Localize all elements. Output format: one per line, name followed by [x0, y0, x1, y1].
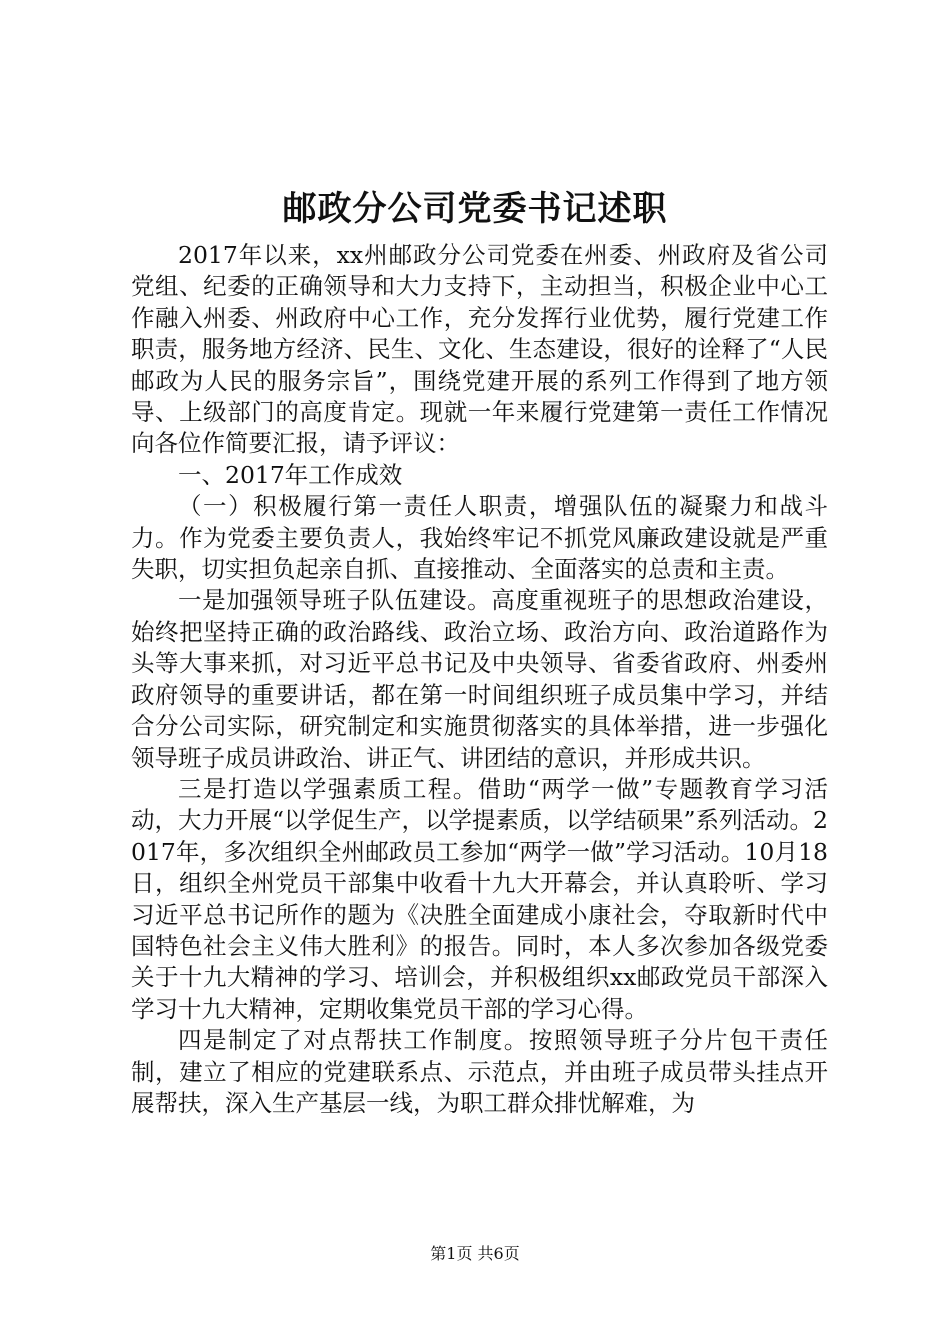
paragraph-item-4: 四是制定了对点帮扶工作制度。按照领导班子分片包干责任制，建立了相应的党建联系点、示范点，并由班子成员带头挂点开展帮扶，深入生产基层一线，为职工群众排忧解难，为 — [131, 1026, 828, 1117]
document-body — [131, 240, 828, 1119]
page-number-footer: 第1页 共6页 — [430, 1244, 520, 1263]
paragraph-item-3: 三是打造以学强素质工程。借助“两学一做”专题教育学习活动，大力开展“以学促生产，以学提素质，以学结硕果”系列活动。2017年，多次组织全州邮政员工参加“两学一做”学习活动。10月18日，组织全州党员干部集中收看十九大开幕会，并认真聆听、学习习近平总书记所作的题为《决胜全面建成小康社会，夺取新时代中国特色社会主义伟大胜利》的报告。同时，本人多次参加各级党委关于十九大精神的学习、培训会，并积极组织xx邮政党员干部深入学习十九大精神，定期收集党员干部的学习心得。 — [131, 774, 828, 1023]
paragraph-item-1: 一是加强领导班子队伍建设。高度重视班子的思想政治建设，始终把坚持正确的政治路线、政治立场、政治方向、政治道路作为头等大事来抓，对习近平总书记及中央领导、省委省政府、州委州政府领导的重要讲话，都在第一时间组织班子成员集中学习，并结合分公司实际，研究制定和实施贯彻落实的具体举措，进一步强化领导班子成员讲政治、讲正气、讲团结的意识，并形成共识。 — [131, 586, 828, 772]
paragraph-intro: 2017年以来，xx州邮政分公司党委在州委、州政府及省公司党组、纪委的正确领导和大力支持下，主动担当，积极企业中心工作融入州委、州政府中心工作，充分发挥行业优势，履行党建工作职责，服务地方经济、民生、文化、生态建设，很好的诠释了“人民邮政为人民的服务宗旨”，围绕党建开展的系列工作得到了地方领导、上级部门的高度肯定。现就一年来履行党建第一责任工作情况向各位作简要汇报，请予评议： — [131, 241, 828, 458]
subsection-heading: （一）积极履行第一责任人职责，增强队伍的凝聚力和战斗力。作为党委主要负责人，我始终牢记不抓党风廉政建设就是严重失职，切实担负起亲自抓、直接推动、全面落实的总责和主责。 — [131, 492, 828, 584]
section-heading: 一、2017年工作成效 — [178, 460, 403, 489]
document-title: 邮政分公司党委书记述职 — [282, 189, 668, 229]
